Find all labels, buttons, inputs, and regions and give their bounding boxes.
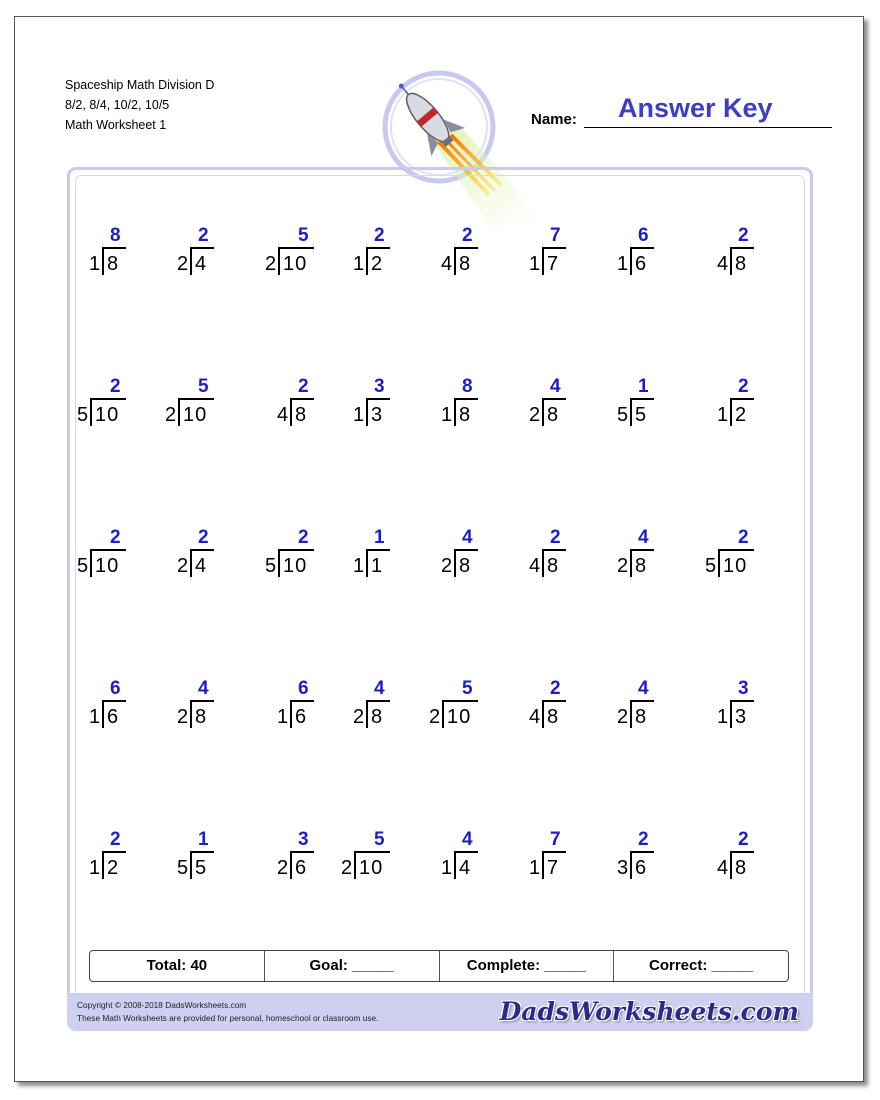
division-bracket	[178, 398, 180, 426]
quotient-answer: 2	[738, 225, 749, 246]
quotient-answer: 2	[550, 527, 561, 548]
division-problem	[441, 829, 531, 889]
dividend: 6	[295, 857, 308, 879]
division-problem	[617, 225, 707, 285]
division-bar	[730, 247, 754, 249]
divisor: 5	[705, 555, 717, 577]
division-bracket	[542, 851, 544, 879]
divisor: 5	[177, 857, 189, 879]
divisor: 2	[265, 253, 277, 275]
divisor: 4	[717, 857, 729, 879]
division-bar	[190, 700, 214, 702]
dividend: 4	[195, 555, 208, 577]
division-bracket	[366, 398, 368, 426]
quotient-answer: 2	[462, 225, 473, 246]
quotient-answer: 2	[738, 376, 749, 397]
dividend: 4	[195, 253, 208, 275]
worksheet-title: Spaceship Math Division D	[65, 78, 215, 92]
divisor: 1	[441, 404, 453, 426]
division-problem	[717, 376, 807, 436]
correct-field: Correct: _____	[649, 957, 754, 974]
quotient-answer: 2	[298, 527, 309, 548]
division-bracket	[190, 851, 192, 879]
division-bar	[542, 700, 566, 702]
division-problem	[265, 527, 355, 587]
division-problem	[77, 527, 167, 587]
division-bar	[454, 549, 478, 551]
quotient-answer: 4	[638, 678, 649, 699]
dividend: 2	[371, 253, 384, 275]
total-count: Total: 40	[90, 951, 265, 981]
name-label: Name:	[531, 111, 577, 128]
divisor: 1	[353, 404, 365, 426]
division-bar	[366, 549, 390, 551]
quotient-answer: 7	[550, 829, 561, 850]
divisor: 4	[529, 706, 541, 728]
division-bracket	[454, 549, 456, 577]
division-bar	[290, 851, 314, 853]
dividend: 6	[635, 253, 648, 275]
division-bar	[542, 851, 566, 853]
division-bracket	[290, 398, 292, 426]
dividend: 10	[723, 555, 748, 577]
division-problem	[177, 678, 267, 738]
quotient-answer: 2	[738, 829, 749, 850]
quotient-answer: 2	[298, 376, 309, 397]
divisor: 2	[353, 706, 365, 728]
divisor: 2	[177, 706, 189, 728]
quotient-answer: 2	[110, 376, 121, 397]
divisor: 4	[277, 404, 289, 426]
division-problem	[353, 376, 443, 436]
goal-field: Goal: _____	[265, 951, 440, 981]
division-bracket	[366, 700, 368, 728]
division-bar	[454, 398, 478, 400]
quotient-answer: 4	[550, 376, 561, 397]
divisor: 3	[617, 857, 629, 879]
dividend: 10	[95, 404, 120, 426]
dividend: 8	[459, 555, 472, 577]
division-bar	[454, 247, 478, 249]
divisor: 2	[617, 555, 629, 577]
division-bracket	[730, 851, 732, 879]
dividend: 10	[283, 555, 308, 577]
division-bar	[178, 398, 214, 400]
brand-logo: DadsWorksheets.com	[499, 997, 799, 1026]
dividend: 1	[371, 555, 384, 577]
division-bracket	[630, 700, 632, 728]
division-bracket	[730, 247, 732, 275]
division-bar	[190, 851, 214, 853]
dividend: 10	[283, 253, 308, 275]
division-problem	[353, 527, 443, 587]
division-bar	[542, 247, 566, 249]
footer	[67, 993, 813, 1031]
division-bracket	[102, 700, 104, 728]
divisor: 1	[353, 253, 365, 275]
division-problem	[529, 376, 619, 436]
quotient-answer: 5	[374, 829, 385, 850]
dividend: 8	[735, 857, 748, 879]
division-bracket	[630, 549, 632, 577]
quotient-answer: 6	[638, 225, 649, 246]
division-bar	[354, 851, 390, 853]
quotient-answer: 2	[638, 829, 649, 850]
worksheet-page	[14, 16, 864, 1082]
division-bar	[630, 247, 654, 249]
division-problem	[717, 225, 807, 285]
division-bar	[730, 398, 754, 400]
divisor: 1	[529, 857, 541, 879]
divisor: 2	[617, 706, 629, 728]
divisor: 5	[77, 404, 89, 426]
division-bar	[190, 247, 214, 249]
divisor: 4	[717, 253, 729, 275]
quotient-answer: 8	[110, 225, 121, 246]
division-problem	[717, 829, 807, 889]
divisor: 1	[89, 706, 101, 728]
quotient-answer: 5	[462, 678, 473, 699]
divisor: 2	[429, 706, 441, 728]
divisor: 2	[529, 404, 541, 426]
dividend: 8	[547, 555, 560, 577]
divisor: 1	[717, 706, 729, 728]
dividend: 6	[107, 706, 120, 728]
division-bar	[630, 851, 654, 853]
dividend: 8	[295, 404, 308, 426]
quotient-answer: 1	[374, 527, 385, 548]
divisor: 5	[265, 555, 277, 577]
division-problem	[441, 376, 531, 436]
usage-notice: These Math Worksheets are provided for personal, homeschool or classroom use.	[77, 1013, 379, 1023]
divisor: 1	[441, 857, 453, 879]
quotient-answer: 2	[374, 225, 385, 246]
division-bracket	[442, 700, 444, 728]
division-problem	[717, 678, 807, 738]
quotient-answer: 6	[298, 678, 309, 699]
division-bar	[290, 700, 314, 702]
quotient-answer: 4	[638, 527, 649, 548]
division-bar	[718, 549, 754, 551]
quotient-answer: 1	[198, 829, 209, 850]
division-bar	[278, 549, 314, 551]
copyright-text: Copyright © 2008-2018 DadsWorksheets.com	[77, 1000, 247, 1010]
division-bar	[442, 700, 478, 702]
divisor: 1	[89, 253, 101, 275]
dividend: 6	[635, 857, 648, 879]
division-bar	[454, 851, 478, 853]
divisor: 2	[277, 857, 289, 879]
quotient-answer: 2	[110, 527, 121, 548]
dividend: 8	[547, 706, 560, 728]
divisor: 2	[341, 857, 353, 879]
divisor: 1	[529, 253, 541, 275]
division-problem	[441, 225, 531, 285]
dividend: 2	[735, 404, 748, 426]
division-bar	[542, 398, 566, 400]
quotient-answer: 4	[198, 678, 209, 699]
division-bracket	[366, 549, 368, 577]
division-bracket	[718, 549, 720, 577]
division-problem	[529, 678, 619, 738]
dividend: 7	[547, 857, 560, 879]
division-bracket	[90, 549, 92, 577]
division-problem	[177, 829, 267, 889]
division-bar	[290, 398, 314, 400]
dividend: 5	[635, 404, 648, 426]
divisor: 1	[617, 253, 629, 275]
dividend: 8	[635, 706, 648, 728]
division-bracket	[454, 247, 456, 275]
division-bracket	[278, 247, 280, 275]
division-bracket	[354, 851, 356, 879]
division-bar	[542, 549, 566, 551]
divisor: 4	[441, 253, 453, 275]
quotient-answer: 3	[374, 376, 385, 397]
divisor: 5	[77, 555, 89, 577]
division-bracket	[542, 700, 544, 728]
quotient-answer: 4	[374, 678, 385, 699]
division-bracket	[630, 247, 632, 275]
footer-text	[77, 999, 378, 1025]
division-bar	[730, 851, 754, 853]
worksheet-number: Math Worksheet 1	[65, 118, 167, 132]
division-problem	[89, 225, 179, 285]
division-bracket	[278, 549, 280, 577]
answer-key-label: Answer Key	[618, 93, 773, 123]
dividend: 10	[183, 404, 208, 426]
dividend: 8	[735, 253, 748, 275]
division-bar	[630, 398, 654, 400]
dividend: 8	[371, 706, 384, 728]
divisor: 2	[177, 555, 189, 577]
division-problem	[529, 829, 619, 889]
score-bar	[89, 950, 789, 982]
division-problem	[89, 829, 179, 889]
divisor: 2	[441, 555, 453, 577]
division-bracket	[542, 549, 544, 577]
division-bracket	[102, 851, 104, 879]
problem-grid	[15, 17, 863, 1017]
dividend: 3	[371, 404, 384, 426]
dividend: 6	[295, 706, 308, 728]
division-bracket	[542, 247, 544, 275]
quotient-answer: 8	[462, 376, 473, 397]
division-bar	[90, 398, 126, 400]
dividend: 10	[359, 857, 384, 879]
dividend: 5	[195, 857, 208, 879]
division-bar	[190, 549, 214, 551]
dividend: 8	[195, 706, 208, 728]
divisor: 1	[353, 555, 365, 577]
division-problem	[617, 829, 707, 889]
division-bracket	[730, 700, 732, 728]
division-bar	[366, 398, 390, 400]
division-problem	[617, 527, 707, 587]
dividend: 8	[459, 253, 472, 275]
division-bracket	[454, 851, 456, 879]
dividend: 8	[459, 404, 472, 426]
divisor: 2	[177, 253, 189, 275]
division-bracket	[366, 247, 368, 275]
division-bracket	[290, 700, 292, 728]
division-bracket	[730, 398, 732, 426]
quotient-answer: 2	[198, 225, 209, 246]
divisor: 1	[277, 706, 289, 728]
division-problem	[529, 225, 619, 285]
division-problem	[617, 678, 707, 738]
division-problem	[341, 829, 431, 889]
divisor: 1	[89, 857, 101, 879]
division-bar	[630, 549, 654, 551]
division-bar	[102, 851, 126, 853]
quotient-answer: 2	[738, 527, 749, 548]
division-problem	[177, 225, 267, 285]
division-problem	[265, 225, 355, 285]
division-bracket	[190, 700, 192, 728]
division-bar	[90, 549, 126, 551]
quotient-answer: 2	[198, 527, 209, 548]
division-problem	[705, 527, 795, 587]
quotient-answer: 3	[738, 678, 749, 699]
quotient-answer: 7	[550, 225, 561, 246]
division-problem	[441, 527, 531, 587]
division-problem	[89, 678, 179, 738]
division-bracket	[90, 398, 92, 426]
division-bar	[366, 700, 390, 702]
divisor: 1	[717, 404, 729, 426]
quotient-answer: 4	[462, 527, 473, 548]
dividend: 4	[459, 857, 472, 879]
division-bar	[278, 247, 314, 249]
division-bar	[730, 700, 754, 702]
division-bracket	[190, 549, 192, 577]
dividend: 7	[547, 253, 560, 275]
quotient-answer: 5	[298, 225, 309, 246]
quotient-answer: 2	[550, 678, 561, 699]
division-problem	[353, 225, 443, 285]
division-bracket	[102, 247, 104, 275]
division-bar	[366, 247, 390, 249]
division-bracket	[190, 247, 192, 275]
division-bar	[102, 247, 126, 249]
dividend: 2	[107, 857, 120, 879]
complete-field: Complete: _____	[440, 951, 615, 981]
division-problem	[177, 527, 267, 587]
division-bracket	[290, 851, 292, 879]
quotient-answer: 6	[110, 678, 121, 699]
quotient-answer: 1	[638, 376, 649, 397]
division-problem	[429, 678, 519, 738]
division-bar	[630, 700, 654, 702]
worksheet-subtitle: 8/2, 8/4, 10/2, 10/5	[65, 98, 170, 112]
quotient-answer: 5	[198, 376, 209, 397]
dividend: 10	[95, 555, 120, 577]
division-problem	[617, 376, 707, 436]
divisor: 4	[529, 555, 541, 577]
dividend: 8	[107, 253, 120, 275]
divisor: 5	[617, 404, 629, 426]
division-bracket	[630, 398, 632, 426]
division-problem	[165, 376, 255, 436]
dividend: 3	[735, 706, 748, 728]
division-bar	[102, 700, 126, 702]
dividend: 8	[547, 404, 560, 426]
division-bracket	[630, 851, 632, 879]
dividend: 10	[447, 706, 472, 728]
division-problem	[529, 527, 619, 587]
quotient-answer: 2	[110, 829, 121, 850]
dividend: 8	[635, 555, 648, 577]
divisor: 2	[165, 404, 177, 426]
quotient-answer: 4	[462, 829, 473, 850]
quotient-answer: 3	[298, 829, 309, 850]
division-bracket	[542, 398, 544, 426]
division-problem	[77, 376, 167, 436]
division-bracket	[454, 398, 456, 426]
